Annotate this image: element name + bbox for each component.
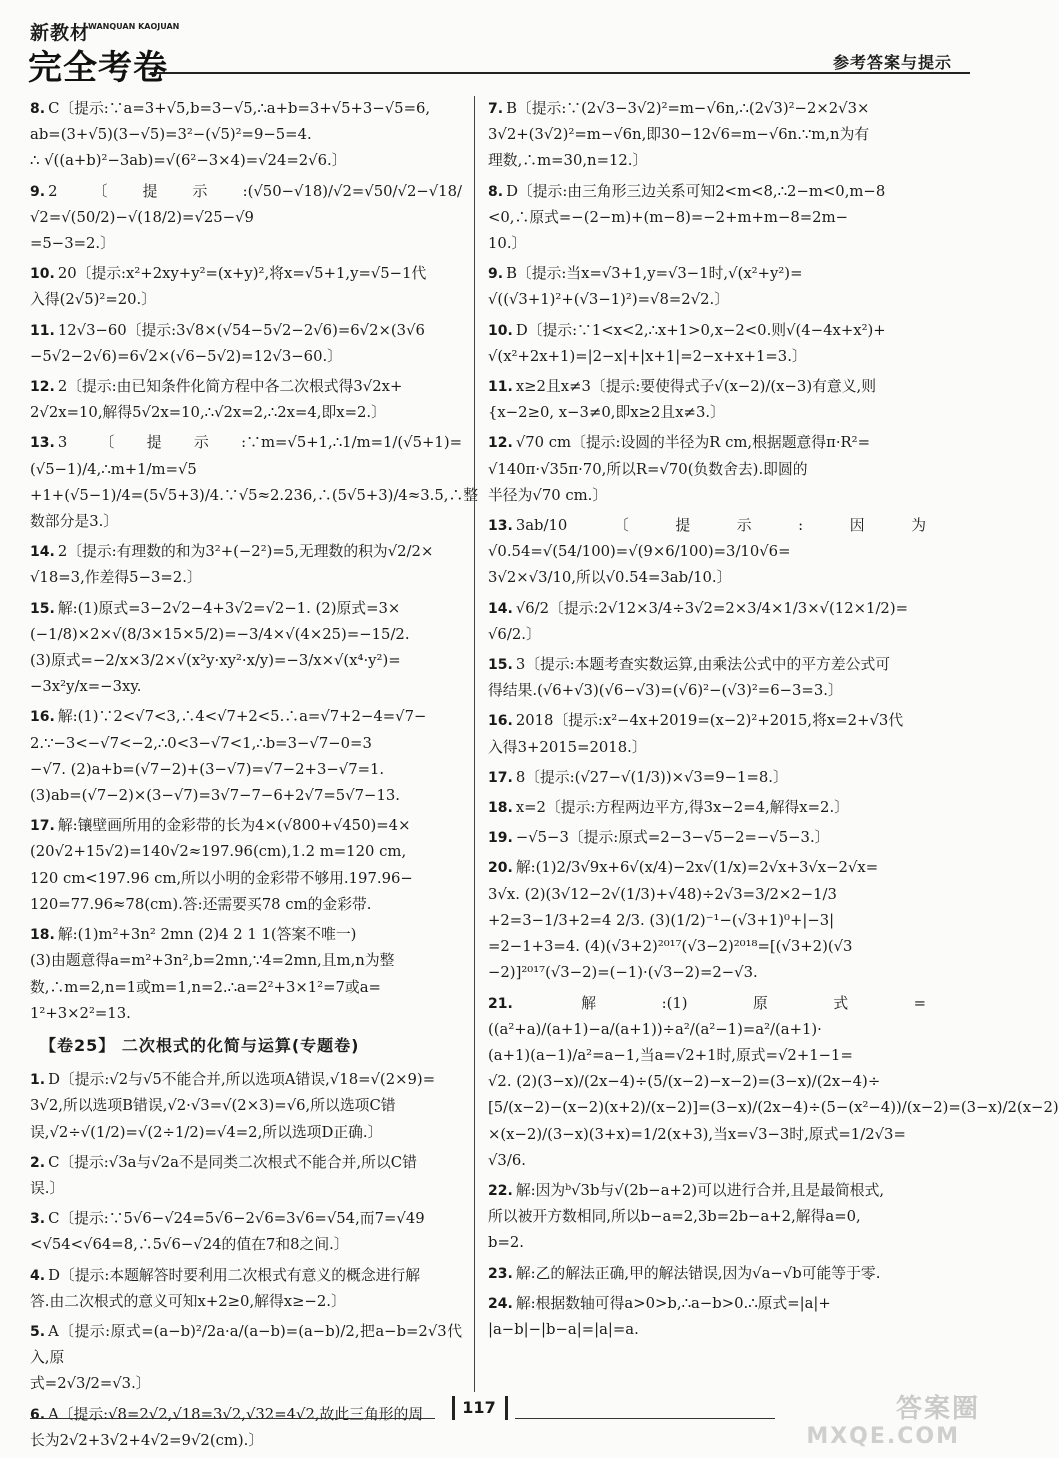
watermark-logo: 答案圈: [895, 1394, 980, 1424]
answer-line: 120=77.96≈78(cm).答:还需要买78 cm的金彩带.: [30, 895, 372, 913]
answer-line: −3x²y/x=−3xy.: [30, 678, 142, 696]
answer-number: 7.: [488, 101, 504, 117]
answer-number: 10.: [488, 322, 513, 339]
answer-entry: [488, 708, 926, 760]
answer-line: 式=2√3/2=√3.〕: [30, 1375, 151, 1393]
answer-line: 3ab/10〔提示:因为√0.54=√(54/100)=√(9×6/100)=3/10√6=: [488, 517, 926, 561]
answer-line: √3/6.: [488, 1151, 526, 1169]
answer-entry: [488, 513, 926, 592]
answer-number: 20.: [488, 860, 513, 877]
page-header: [0, 0, 1000, 88]
answer-entry: [488, 374, 926, 426]
answer-entry: [30, 430, 479, 535]
answer-line: 2〔提示:有理数的和为3²+(−2²)=5,无理数的积为√2/2×: [57, 543, 434, 561]
answer-line: 数部分是3.〕: [30, 513, 119, 531]
answer-number: 10.: [30, 266, 55, 283]
answer-line: <0,∴原式=−(2−m)+(m−8)=−2+m+m−8=2m−: [488, 208, 849, 226]
answer-line: 8〔提示:(√27−√(1/3))×√3=9−1=8.〕: [515, 768, 788, 786]
answer-number: 18.: [488, 800, 513, 817]
answer-entry: [30, 1150, 462, 1202]
answer-number: 22.: [488, 1182, 513, 1199]
answer-number: 17.: [30, 818, 55, 835]
answer-entry: [488, 1291, 926, 1343]
answer-number: 3.: [30, 1211, 46, 1228]
answer-number: 4.: [30, 1267, 46, 1284]
answer-line: (20√2+15√2)=140√2≈197.96(cm),1.2 m=120 cm,: [30, 843, 407, 861]
answer-line: A〔提示:原式=(a−b)²/2a·a/(a−b)=(a−b)/2,把a−b=2√3代入,原: [30, 1322, 462, 1367]
answer-entry: [488, 318, 926, 370]
answer-entry: [30, 1263, 462, 1315]
answer-line: 解:(1)2/3√9x+6√(x/4)−2x√(1/x)=2√x+3√x−2√x=: [515, 859, 879, 877]
answer-line: +2=3−1/3+2=4 2/3. (3)(1/2)⁻¹−(√3+1)⁰+|−3|: [488, 911, 835, 929]
answer-entry: [488, 991, 1059, 1174]
answer-entry: [488, 96, 926, 175]
answer-line: [5/(x−2)−(x−2)(x+2)/(x−2)]=(3−x)/(2x−4)÷(5−(x²−4))/(x−2)=(3−x)/2(x−2): [488, 1099, 1059, 1117]
answer-number: 13.: [30, 435, 55, 452]
answer-line: 解:(1)m²+3n² 2mn (2)4 2 1 1(答案不唯一): [57, 926, 357, 944]
answer-line: x=2〔提示:方程两边平方,得3x−2=4,解得x=2.〕: [515, 799, 849, 817]
answer-line: √6/2.〕: [488, 625, 541, 643]
answer-line: 答.由二次根式的意义可知x+2≥0,解得x≥−2.〕: [30, 1292, 346, 1310]
answer-line: 3〔提示:∵m=√5+1,∴1/m=1/(√5+1)=(√5−1)/4,∴m+1/m=√5: [30, 434, 462, 478]
brand-sub-label: WANQUAN KAOJUAN: [88, 22, 180, 31]
answer-line: 解:(1)∵2<√7<3,∴4<√7+2<5.∴a=√7+2−4=√7−: [57, 708, 427, 726]
answer-number: 14.: [488, 600, 513, 617]
answer-line: 解:乙的解法正确,甲的解法错误,因为√a−√b可能等于零.: [515, 1264, 881, 1282]
watermark-url: MXQE.COM: [806, 1424, 960, 1449]
answer-entry: [30, 704, 462, 809]
answer-line: 半径为√70 cm.〕: [488, 486, 608, 504]
answer-line: 解:(1)原式=3−2√2−4+3√2=√2−1. (2)原式=3×: [57, 599, 401, 617]
answer-number: 13.: [488, 518, 513, 535]
page-number: 117: [462, 1398, 496, 1417]
answer-entry: [488, 652, 926, 704]
answer-line: 2〔提示:(√50−√18)/√2=√50/√2−√18/√2=√(50/2)−√(18/2)=√25−√9: [30, 182, 462, 226]
answer-number: 2.: [30, 1154, 46, 1171]
answer-line: 入得(2√5)²=20.〕: [30, 291, 157, 309]
answer-line: 2.∵−3<−√7<−2,∴0<3−√7<1,∴b=3−√7−0=3: [30, 734, 372, 752]
answer-number: 21.: [488, 995, 513, 1012]
answer-number: 8.: [488, 183, 504, 200]
answer-entry: [488, 1261, 926, 1287]
answer-line: 理数,∴m=30,n=12.〕: [488, 152, 648, 170]
answer-number: 6.: [30, 1406, 46, 1423]
section-title: 【卷25】 二次根式的化简与运算(专题卷): [40, 1035, 360, 1055]
answer-number: 11.: [488, 379, 513, 396]
answer-line: 解:因为ᵇ√3b与√(2b−a+2)可以进行合并,且是最简根式,: [515, 1181, 885, 1199]
answer-line: √18=3,作差得5−3=2.〕: [30, 569, 202, 587]
answer-line: {x−2≥0, x−3≠0,即x≥2且x≠3.〕: [488, 404, 725, 422]
answer-number: 12.: [488, 435, 513, 452]
answer-line: (3)原式=−2/x×3/2×√(x²y·xy²·x/y)=−3/x×√(x⁴·y²)=: [30, 652, 401, 670]
answer-line: √70 cm〔提示:设圆的半径为R cm,根据题意得π·R²=: [515, 434, 870, 452]
answer-line: 10.〕: [488, 235, 527, 253]
answer-number: 17.: [488, 769, 513, 786]
answer-line: A〔提示:√8=2√2,√18=3√2,√32=4√2,故此三角形的周: [48, 1405, 424, 1423]
answer-line: 解:(1)原式=((a²+a)/(a+1)−a/(a+1))÷a²/(a²−1)=a²/(a+1)·: [488, 994, 926, 1038]
answer-line: 得结果.(√6+√3)(√6−√3)=(√6)²−(√3)²=6−3=3.〕: [488, 682, 843, 700]
answer-entry: [30, 374, 462, 426]
answer-entry: [488, 179, 926, 258]
answer-entry: [30, 1319, 462, 1398]
answer-line: D〔提示:本题解答时要利用二次根式有意义的概念进行解: [48, 1266, 421, 1284]
answer-line: 3√2,所以选项B错误,√2·√3=√(2×3)=√6,所以选项C错: [30, 1097, 396, 1115]
answer-line: x≥2且x≠3〔提示:要使得式子√(x−2)/(x−3)有意义,则: [515, 378, 876, 396]
answer-line: 误.〕: [30, 1179, 65, 1197]
answer-line: √140π·√35π·70,所以R=√70(负数舍去).即圆的: [488, 460, 808, 478]
answer-line: D〔提示:√2与√5不能合并,所以选项A错误,√18=√(2×9)=: [48, 1071, 436, 1089]
answer-number: 15.: [30, 600, 55, 617]
answer-number: 16.: [30, 709, 55, 726]
answer-line: √(x²+2x+1)=|2−x|+|x+1|=2−x+x+1=3.〕: [488, 347, 807, 365]
answer-number: 9.: [488, 266, 504, 283]
answer-entry: [488, 795, 926, 821]
answer-entry: [30, 922, 462, 1027]
answer-entry: [30, 1206, 462, 1258]
answer-number: 9.: [30, 183, 46, 200]
answer-line: 所以被开方数相同,所以b−a=2,3b=2b−a+2,解得a=0,: [488, 1208, 861, 1226]
answer-line: ab=(3+√5)(3−√5)=3²−(√5)²=9−5=4.: [30, 126, 312, 144]
answer-line: 120 cm<197.96 cm,所以小明的金彩带不够用.197.96−: [30, 869, 413, 887]
answer-line: √((√3+1)²+(√3−1)²)=√8=2√2.〕: [488, 291, 730, 309]
answer-number: 16.: [488, 713, 513, 730]
answer-line: 2√2x=10,解得5√2x=10,∴√2x=2,∴2x=4,即x=2.〕: [30, 404, 386, 422]
answer-line: 1²+3×2²=13.: [30, 1004, 131, 1022]
footer-rule-left: [30, 1418, 435, 1419]
answer-line: 2〔提示:由已知条件化简方程中各二次根式得3√2x+: [57, 378, 403, 396]
answer-line: 3√2+(3√2)²=m−√6n,即30−12√6=m−√6n.∵m,n为有: [488, 126, 870, 144]
answer-line: 误,√2÷√(1/2)=√(2÷1/2)=√4=2,所以选项D正确.〕: [30, 1123, 383, 1141]
answer-line: −√5−3〔提示:原式=2−3−√5−2=−√5−3.〕: [515, 829, 830, 847]
answer-line: 长为2√2+3√2+4√2=9√2(cm).〕: [30, 1431, 264, 1449]
answer-number: 1.: [30, 1072, 46, 1089]
answer-line: (3)由题意得a=m²+3n²,b=2mn,∵4=2mn,且m,n为整: [30, 952, 395, 970]
answer-line: (3)ab=(√7−2)×(3−√7)=3√7−7−6+2√7=5√7−13.: [30, 787, 400, 805]
answer-entry: [30, 539, 462, 591]
answer-line: 入得3+2015=2018.〕: [488, 738, 647, 756]
answer-entry: [30, 261, 462, 313]
answer-line: B〔提示:∵(2√3−3√2)²=m−√6n,∴(2√3)²−2×2√3×: [506, 100, 870, 117]
footer-rule-right: [515, 1418, 775, 1419]
answer-number: 14.: [30, 544, 55, 561]
answer-line: =2−1+3=4. (4)(√3+2)²⁰¹⁷(√3−2)²⁰¹⁸=[(√3+2)(√3: [488, 938, 853, 956]
answer-line: b=2.: [488, 1234, 524, 1252]
answer-line: 20〔提示:x²+2xy+y²=(x+y)²,将x=√5+1,y=√5−1代: [57, 265, 427, 283]
answer-entry: [30, 96, 462, 175]
answer-entry: [488, 765, 926, 791]
brand-logo-title: 完全考卷: [28, 48, 168, 88]
answer-line: |a−b|−|b−a|=|a|=a.: [488, 1320, 639, 1338]
answer-number: 15.: [488, 657, 513, 674]
answer-line: 2018〔提示:x²−4x+2019=(x−2)²+2015,将x=2+√3代: [515, 712, 904, 730]
answer-entry: [488, 825, 926, 851]
answer-number: 18.: [30, 927, 55, 944]
right-column: [488, 96, 1059, 1347]
answer-line: 数,∴m=2,n=1或m=1,n=2.∴a=2²+3×1²=7或a=: [30, 978, 381, 996]
answer-line: ×(x−2)/(3−x)(3+x)=1/2(x+3),当x=√3−3时,原式=1/2√3=: [488, 1125, 906, 1143]
answer-line: <√54<√64=8,∴5√6−√24的值在7和8之间.〕: [30, 1236, 349, 1254]
answer-line: +1+(√5−1)/4=(5√5+3)/4.∵√5≈2.236,∴(5√5+3)/4≈3.5,∴整: [30, 486, 479, 504]
answer-line: −2)]²⁰¹⁷(√3−2)=(−1)·(√3−2)=2−√3.: [488, 964, 758, 982]
answer-line: 3√x. (2)(3√12−2√(1/3)+√48)÷2√3=3/2×2−1/3: [488, 885, 837, 903]
answer-line: √2. (2)(3−x)/(2x−4)÷(5/(x−2)−x−2)=(3−x)/(2x−4)÷: [488, 1073, 881, 1091]
answer-number: 12.: [30, 379, 55, 396]
answer-line: 3√2×√3/10,所以√0.54=3ab/10.〕: [488, 569, 732, 587]
answer-line: C〔提示:∵a=3+√5,b=3−√5,∴a+b=3+√5+3−√5=6,: [48, 100, 431, 117]
answer-entry: [30, 813, 462, 918]
answer-line: √6/2〔提示:2√12×3/4÷3√2=2×3/4×1/3×√(12×1/2)=: [515, 599, 909, 617]
answer-line: D〔提示:∵1<x<2,∴x+1>0,x−2<0.则√(4−4x+x²)+: [515, 321, 886, 339]
answer-line: −√7. (2)a+b=(√7−2)+(3−√7)=√7−2+3−√7=1.: [30, 760, 385, 778]
answer-number: 19.: [488, 830, 513, 847]
answer-entry: [488, 261, 926, 313]
answer-line: 解:根据数轴可得a>0>b,∴a−b>0.∴原式=|a|+: [515, 1294, 831, 1312]
answer-line: ∴ √((a+b)²−3ab)=√(6²−3×4)=√24=2√6.〕: [30, 152, 347, 170]
answer-line: C〔提示:∵5√6−√24=5√6−2√6=3√6=√54,而7=√49: [48, 1210, 425, 1228]
header-section-title: 参考答案与提示: [832, 53, 952, 72]
answer-line: −5√2−2√6)=6√2×(√6−5√2)=12√3−60.〕: [30, 347, 342, 365]
brand-top-label: 新教材: [30, 22, 91, 44]
answer-line: (−1/8)×2×√(8/3×15×5/2)=−3/4×√(4×25)=−15/2.: [30, 625, 410, 643]
answer-entry: [488, 1178, 926, 1257]
answer-entry: [30, 596, 462, 701]
answer-entry: [488, 855, 926, 986]
answer-line: B〔提示:当x=√3+1,y=√3−1时,√(x²+y²)=: [506, 265, 803, 283]
answer-entry: [30, 318, 462, 370]
answer-number: 23.: [488, 1265, 513, 1282]
answer-number: 5.: [30, 1323, 46, 1340]
answer-entry: [488, 596, 926, 648]
answer-entry: [30, 1402, 462, 1454]
page-number-bar-right: [505, 1396, 508, 1420]
answer-entry: [30, 1067, 462, 1146]
answer-line: 3〔提示:本题考查实数运算,由乘法公式中的平方差公式可: [515, 656, 891, 674]
answer-line: 解:镶壁画所用的金彩带的长为4×(√800+√450)=4×: [57, 817, 411, 835]
answer-line: 12√3−60〔提示:3√8×(√54−5√2−2√6)=6√2×(3√6: [57, 321, 425, 339]
answer-number: 8.: [30, 101, 46, 117]
answer-number: 11.: [30, 322, 55, 339]
answer-line: =5−3=2.〕: [30, 235, 115, 253]
answer-line: D〔提示:由三角形三边关系可知2<m<8,∴2−m<0,m−8: [506, 182, 886, 200]
answer-line: C〔提示:√3a与√2a不是同类二次根式不能合并,所以C错: [48, 1153, 417, 1171]
answer-line: (a+1)(a−1)/a²=a−1,当a=√2+1时,原式=√2+1−1=: [488, 1046, 853, 1064]
answer-entry: [30, 179, 462, 258]
answer-number: 24.: [488, 1295, 513, 1312]
column-divider: [474, 96, 475, 1392]
answer-entry: [488, 430, 926, 509]
